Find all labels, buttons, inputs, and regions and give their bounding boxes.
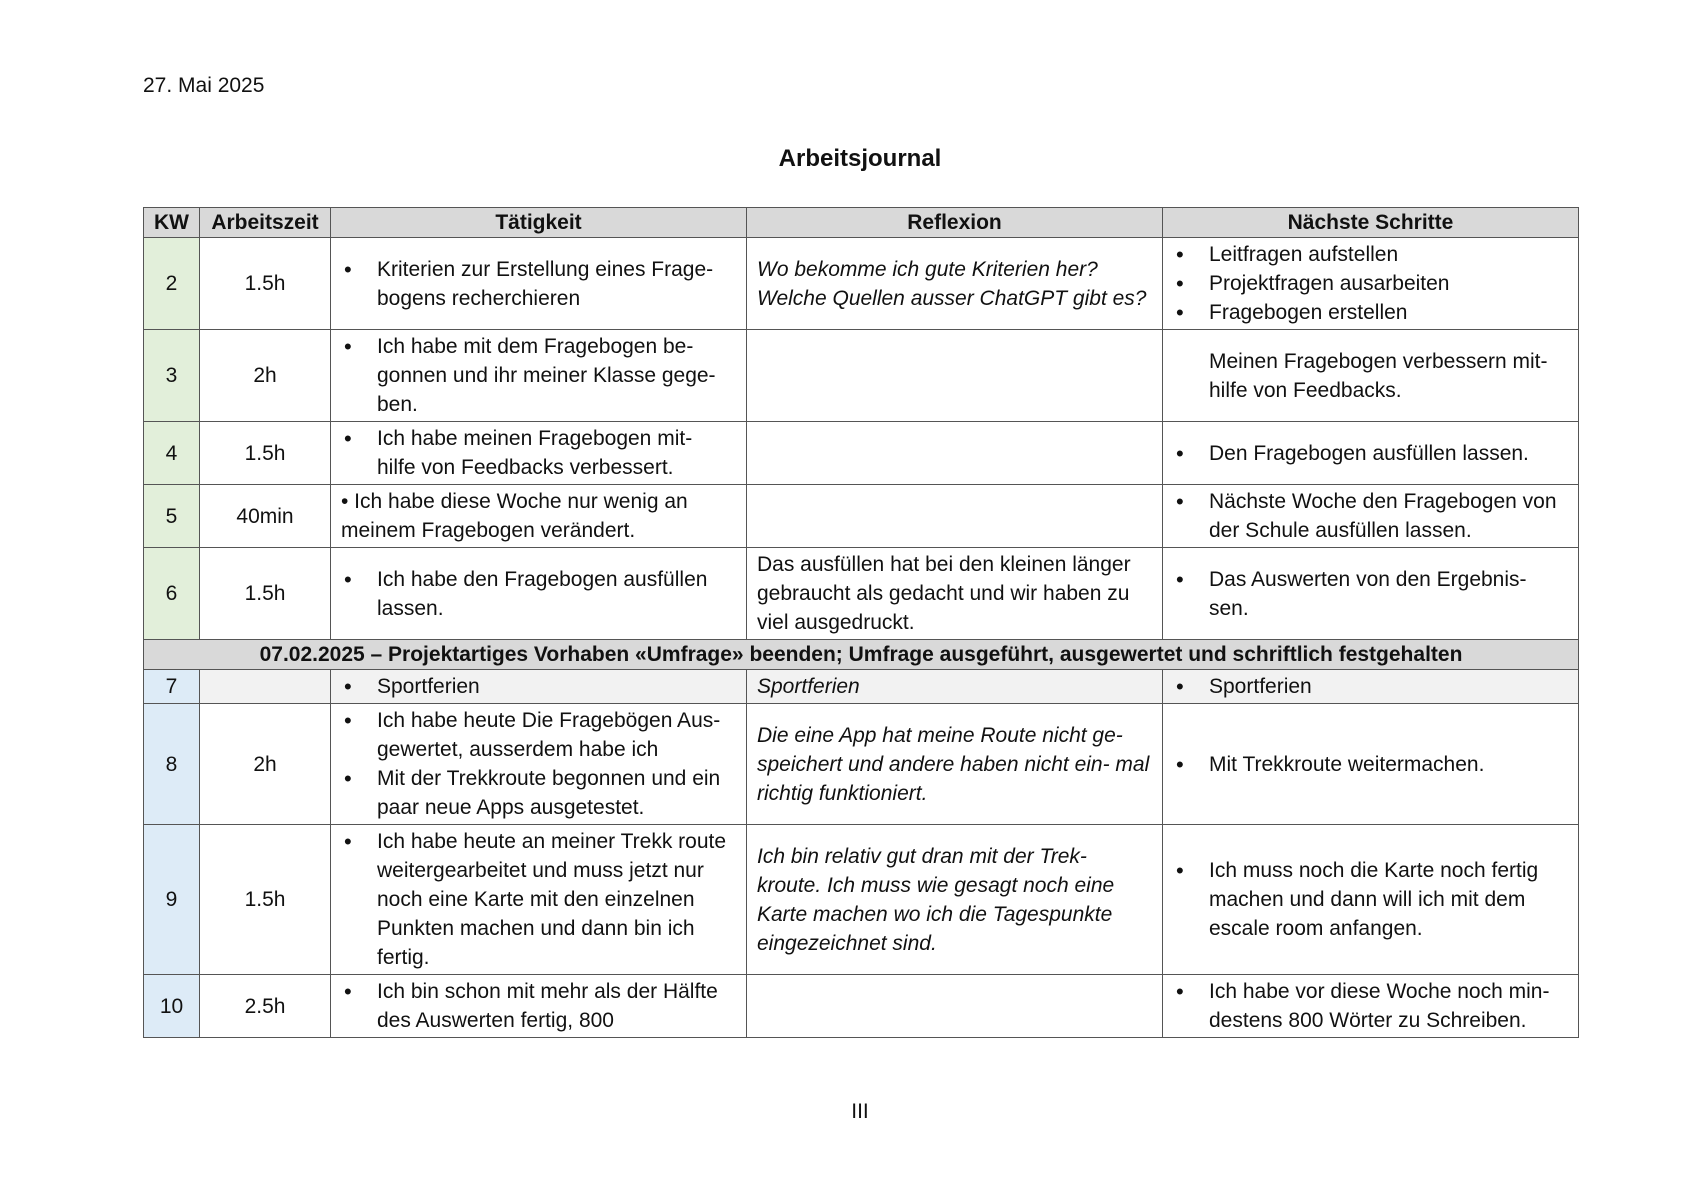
time-cell [200, 670, 331, 704]
activity-cell [331, 548, 747, 640]
table-row [144, 548, 1579, 640]
activity-item: • Ich habe meinen Fragebogen mit- hilfe von Feedbacks verbessert. [341, 424, 736, 482]
activity-item: • Sportferien [341, 672, 736, 701]
activity-text: • Ich habe diese Woche nur wenig an meinem Fragebogen verändert. [341, 490, 688, 542]
activity-cell [331, 485, 747, 548]
kw-cell: 3 [144, 330, 200, 422]
column-header-kw: KW [144, 208, 200, 238]
time-cell: 1.5h [200, 238, 331, 330]
time-cell: 1.5h [200, 825, 331, 975]
activity-cell [331, 422, 747, 485]
reflection-cell [747, 330, 1163, 422]
activity-cell [331, 975, 747, 1038]
reflection-cell: Das ausfüllen hat bei den kleinen länger gebraucht als gedacht und wir haben zu viel ausgedruckt. [747, 548, 1163, 640]
next-step-item: • Ich muss noch die Karte noch fertig machen und dann will ich mit dem escale room anfangen. [1173, 856, 1568, 943]
page-number: III [851, 1100, 869, 1123]
activity-cell [331, 670, 747, 704]
activity-item: • Ich habe mit dem Fragebogen be- gonnen und ihr meiner Klasse gege- ben. [341, 332, 736, 419]
activity-item: • Mit der Trekkroute begonnen und ein paar neue Apps ausgetestet. [341, 764, 736, 822]
time-cell: 40min [200, 485, 331, 548]
activity-item: • Ich habe den Fragebogen ausfüllen lassen. [341, 565, 736, 623]
next-steps-cell [1163, 422, 1579, 485]
column-header-reflexion: Reflexion [747, 208, 1163, 238]
document-title: Arbeitsjournal [778, 145, 942, 172]
table-row [144, 825, 1579, 975]
reflection-cell: Sportferien [747, 670, 1163, 704]
activity-cell [331, 825, 747, 975]
next-step-item: • Leitfragen aufstellen [1173, 240, 1568, 269]
kw-cell: 10 [144, 975, 200, 1038]
milestone-row [144, 640, 1579, 670]
table-row [144, 238, 1579, 330]
table-header-row [144, 208, 1579, 238]
next-step-item: • Mit Trekkroute weitermachen. [1173, 750, 1568, 779]
time-cell: 1.5h [200, 548, 331, 640]
document-date: 27. Mai 2025 [143, 74, 265, 97]
next-steps-cell [1163, 975, 1579, 1038]
next-steps-cell [1163, 670, 1579, 704]
activity-cell [331, 330, 747, 422]
reflection-cell: Ich bin relativ gut dran mit der Trek- kroute. Ich muss wie gesagt noch eine Karte machen wo ich die Tagespunkte eingezeichnet sind. [747, 825, 1163, 975]
kw-cell: 7 [144, 670, 200, 704]
activity-cell [331, 238, 747, 330]
table-row [144, 975, 1579, 1038]
time-cell: 2.5h [200, 975, 331, 1038]
table-row [144, 704, 1579, 825]
column-header-taetigkeit: Tätigkeit [331, 208, 747, 238]
activity-item: • Ich habe heute Die Fragebögen Aus- gewertet, ausserdem habe ich [341, 706, 736, 764]
next-step-item: • Den Fragebogen ausfüllen lassen. [1173, 439, 1568, 468]
kw-cell: 4 [144, 422, 200, 485]
time-cell: 2h [200, 330, 331, 422]
kw-cell: 5 [144, 485, 200, 548]
reflection-cell [747, 422, 1163, 485]
column-header-naechste-schritte: Nächste Schritte [1163, 208, 1579, 238]
table-row [144, 330, 1579, 422]
next-steps-cell [1163, 238, 1579, 330]
next-step-item: • Nächste Woche den Fragebogen von der Schule ausfüllen lassen. [1173, 487, 1568, 545]
table-row [144, 670, 1579, 704]
next-step-item: • Projektfragen ausarbeiten [1173, 269, 1568, 298]
reflection-cell: Die eine App hat meine Route nicht ge- speichert und andere haben nicht ein- mal richtig funktioniert. [747, 704, 1163, 825]
table-row [144, 422, 1579, 485]
kw-cell: 6 [144, 548, 200, 640]
next-step-item: • Fragebogen erstellen [1173, 298, 1568, 327]
milestone-text: 07.02.2025 – Projektartiges Vorhaben «Umfrage» beenden; Umfrage ausgeführt, ausgewertet und schriftlich festgehalten [144, 640, 1579, 670]
next-steps-cell [1163, 548, 1579, 640]
kw-cell: 2 [144, 238, 200, 330]
activity-item: • Ich bin schon mit mehr als der Hälfte des Auswerten fertig, 800 [341, 977, 736, 1035]
next-steps-cell [1163, 704, 1579, 825]
next-steps-cell [1163, 330, 1579, 422]
reflection-cell: Wo bekomme ich gute Kriterien her? Welche Quellen ausser ChatGPT gibt es? [747, 238, 1163, 330]
table-row [144, 485, 1579, 548]
journal-table [143, 207, 1579, 1038]
next-steps-cell [1163, 485, 1579, 548]
time-cell: 2h [200, 704, 331, 825]
activity-cell [331, 704, 747, 825]
kw-cell: 9 [144, 825, 200, 975]
next-step-item: • Das Auswerten von den Ergebnis- sen. [1173, 565, 1568, 623]
next-steps-cell [1163, 825, 1579, 975]
reflection-cell [747, 485, 1163, 548]
next-step-text: Meinen Fragebogen verbessern mit- hilfe von Feedbacks. [1209, 349, 1548, 402]
reflection-cell [747, 975, 1163, 1038]
activity-item: • Kriterien zur Erstellung eines Frage- bogens recherchieren [341, 255, 736, 313]
time-cell: 1.5h [200, 422, 331, 485]
kw-cell: 8 [144, 704, 200, 825]
column-header-arbeitszeit: Arbeitszeit [200, 208, 331, 238]
activity-item: • Ich habe heute an meiner Trekk route weitergearbeitet und muss jetzt nur noch eine Karte mit den einzelnen Punkten machen und dann bin ich fertig. [341, 827, 736, 972]
next-step-item: • Sportferien [1173, 672, 1568, 701]
next-step-item: • Ich habe vor diese Woche noch min- destens 800 Wörter zu Schreiben. [1173, 977, 1568, 1035]
